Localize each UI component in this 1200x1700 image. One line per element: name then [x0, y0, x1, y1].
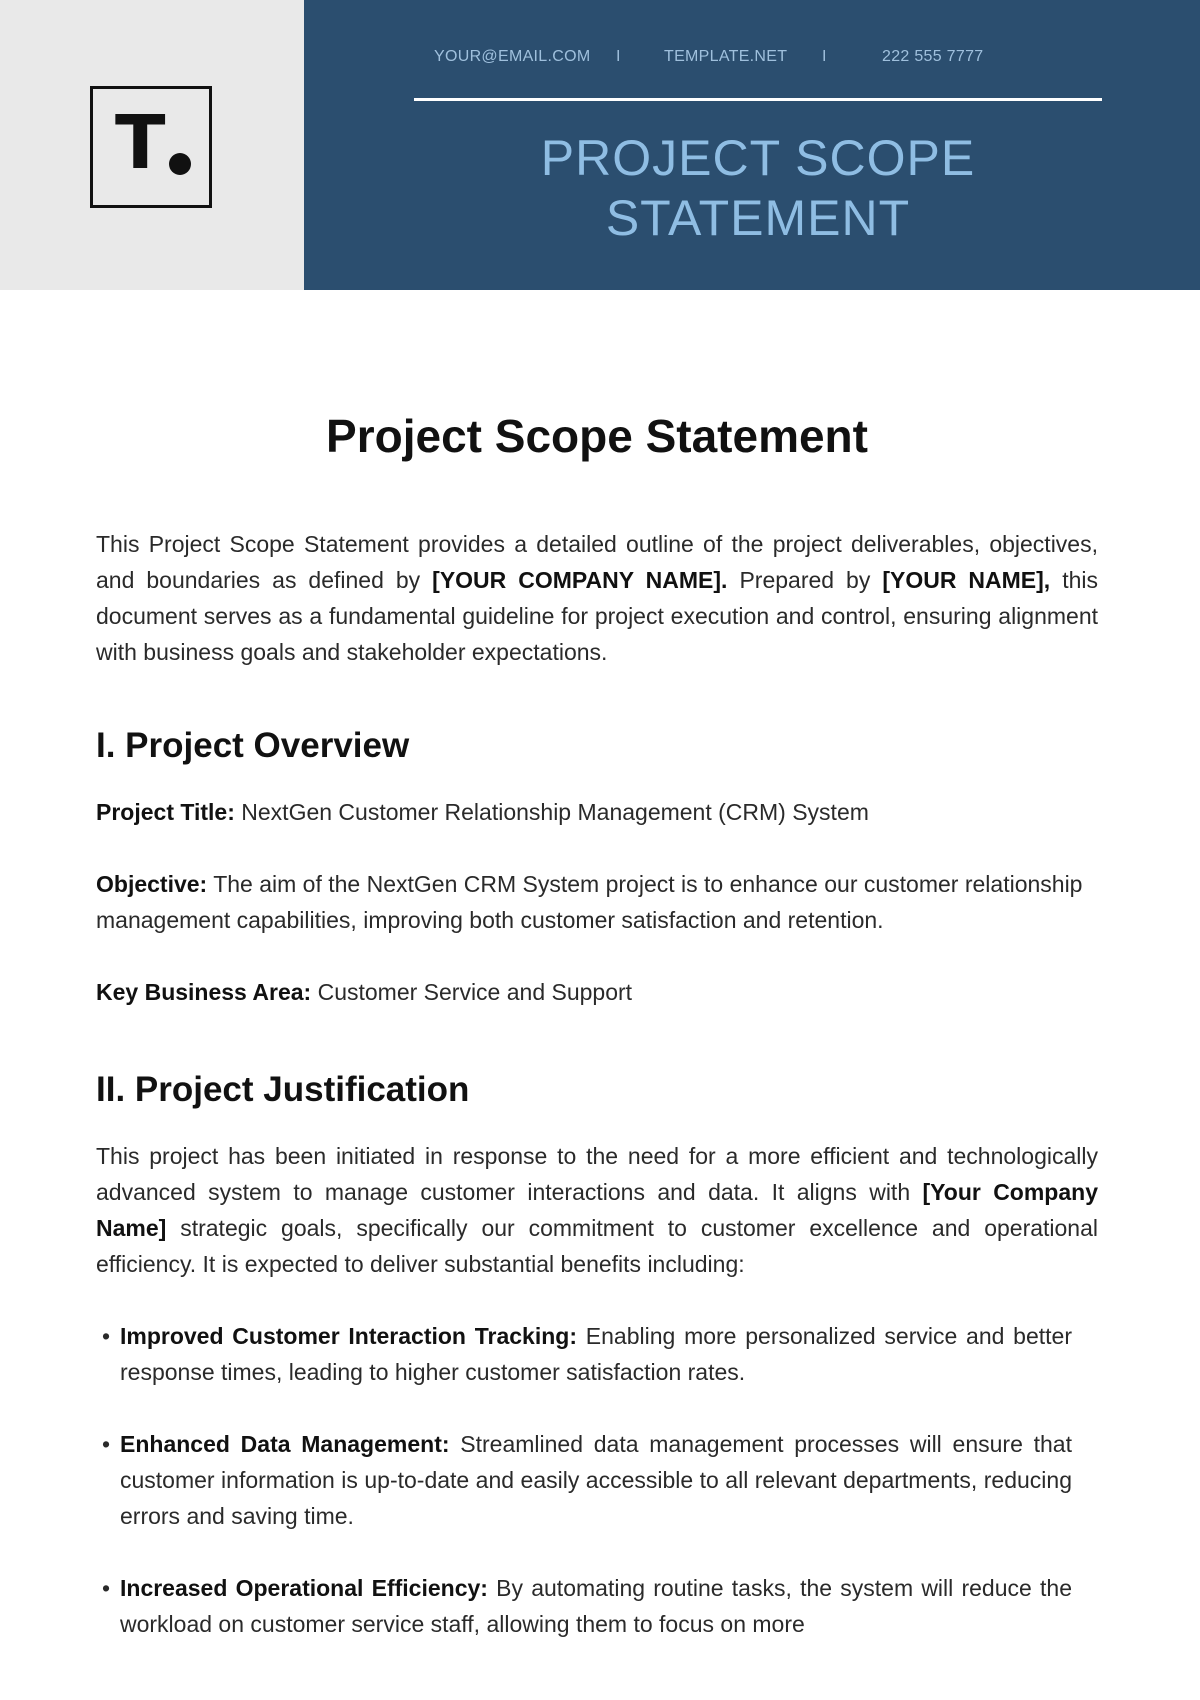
intro-paragraph — [96, 526, 1098, 670]
benefit-text: By automating routine tasks, the system will reduce the workload on customer service staff, allowing them to focus on more — [120, 1575, 1072, 1637]
contact-phone: 222 555 7777 — [882, 48, 984, 65]
document-header — [0, 0, 1200, 290]
banner-title: PROJECT SCOPE STATEMENT — [540, 130, 976, 246]
list-item — [96, 1570, 1072, 1642]
contact-email: YOUR@EMAIL.COM — [434, 48, 591, 65]
field-value: Customer Service and Support — [311, 979, 633, 1005]
field-label: Project Title: — [96, 799, 235, 825]
intro-text: this document serves as a fundamental guideline for project execution and control, ensuring alignment with business goals and stakeholder expectations. — [96, 567, 1098, 665]
document-body — [96, 408, 1098, 1678]
logo-dot — [169, 153, 191, 175]
contact-separator: I — [822, 48, 827, 65]
justification-paragraph — [96, 1138, 1098, 1282]
list-item — [96, 1426, 1072, 1534]
header-banner — [304, 0, 1200, 290]
justification-text: strategic goals, specifically our commitment to customer excellence and operational efficiency. It is expected to deliver substantial benefits including: — [96, 1215, 1098, 1277]
benefit-text: Streamlined data management processes will ensure that customer information is up-to-date and easily accessible to all relevant departments, reducing errors and saving time. — [120, 1431, 1072, 1529]
name-placeholder: [YOUR NAME], — [882, 567, 1051, 593]
objective-field — [96, 866, 1098, 938]
header-divider — [414, 98, 1102, 101]
benefit-label: Increased Operational Efficiency: — [120, 1575, 488, 1601]
field-value: The aim of the NextGen CRM System project is to enhance our customer relationship management capabilities, improving both customer satisfaction and retention. — [96, 871, 1083, 933]
logo-letter: T — [115, 100, 164, 186]
bullet-icon: • — [102, 1431, 111, 1457]
intro-text: Prepared by — [727, 567, 883, 593]
field-label: Key Business Area: — [96, 979, 312, 1005]
field-value: NextGen Customer Relationship Management (CRM) System — [234, 799, 869, 825]
justification-text: This project has been initiated in response to the need for a more efficient and technologically advanced system to manage customer interactions and data. It aligns with — [96, 1143, 1098, 1205]
benefit-text: Enabling more personalized service and better response times, leading to higher customer satisfaction rates. — [120, 1323, 1072, 1385]
bullet-icon: • — [102, 1575, 111, 1601]
section-heading-justification: II. Project Justification — [96, 1070, 470, 1109]
list-item — [96, 1318, 1072, 1390]
company-logo — [90, 86, 212, 208]
page-title: Project Scope Statement — [326, 410, 868, 462]
company-placeholder: [Your Company Name] — [96, 1179, 1098, 1241]
intro-text: This Project Scope Statement provides a detailed outline of the project deliverables, objectives, and boundaries as defined by — [96, 531, 1098, 593]
contact-website: TEMPLATE.NET — [664, 48, 788, 65]
contact-bar — [414, 48, 1054, 72]
business-area-field — [96, 974, 1098, 1010]
contact-separator: I — [616, 48, 621, 65]
field-label: Objective: — [96, 871, 208, 897]
benefit-label: Enhanced Data Management: — [120, 1431, 450, 1457]
bullet-icon: • — [102, 1323, 111, 1349]
section-heading-overview: I. Project Overview — [96, 726, 410, 765]
company-placeholder: [YOUR COMPANY NAME]. — [432, 567, 728, 593]
benefits-list — [96, 1318, 1098, 1642]
benefit-label: Improved Customer Interaction Tracking: — [120, 1323, 578, 1349]
project-title-field — [96, 794, 1098, 830]
logo-panel — [0, 0, 304, 290]
